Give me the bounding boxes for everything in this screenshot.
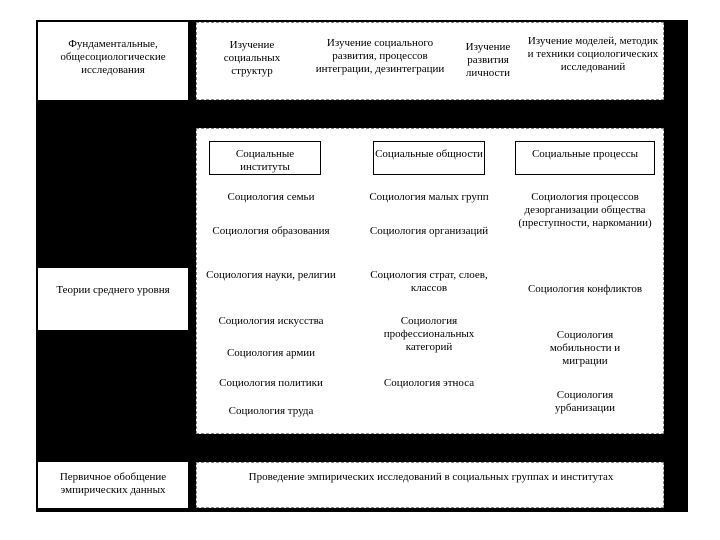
left-box-fundamental <box>38 22 188 100</box>
empirical-row-box <box>196 462 664 508</box>
item-conflicts: Социология конфликтов <box>527 283 643 295</box>
label-empirical: Первичное обобщение эмпирических данных <box>59 471 167 496</box>
item-urbanization: Социология урбанизации <box>554 389 616 414</box>
item-education: Социология образования <box>212 225 330 237</box>
label-fundamental: Фундаментальные, общесоциологические исследования <box>60 38 166 76</box>
item-army: Социология армии <box>226 347 316 359</box>
fundamental-item-personality: Изучение развития личности <box>465 41 511 79</box>
fundamental-row-box <box>196 22 664 100</box>
item-strata: Социология страт, слоев, классов <box>370 269 488 294</box>
header-communities: Социальные общности <box>373 141 485 175</box>
item-ethnos: Социология этноса <box>383 377 475 389</box>
left-box-empirical <box>38 462 188 508</box>
item-small-groups: Социология малых групп <box>369 191 489 203</box>
item-professional: Социология профессиональных категорий <box>383 315 475 353</box>
item-art: Социология искусства <box>218 315 324 327</box>
item-disorganization: Социология процессов дезорганизации общества (преступности, наркомании) <box>518 191 652 229</box>
item-labor: Социология труда <box>228 405 314 417</box>
empirical-text: Проведение эмпирических исследований в социальных группах и институтах <box>248 471 614 483</box>
fundamental-item-structures: Изучение социальных структур <box>223 39 281 77</box>
label-middle: Теории среднего уровня <box>56 284 170 296</box>
item-organizations: Социология организаций <box>369 225 489 237</box>
header-processes: Социальные процессы <box>515 141 655 175</box>
item-family: Социология семьи <box>227 191 315 203</box>
item-science-religion: Социология науки, религии <box>206 269 336 281</box>
fundamental-item-methods: Изучение моделей, методик и техники социологических исследований <box>527 35 659 73</box>
header-institutions: Социальные институты <box>209 141 321 175</box>
middle-theories-box <box>196 128 664 434</box>
item-politics: Социология политики <box>219 377 323 389</box>
left-box-middle <box>38 268 188 330</box>
item-mobility: Социология мобильности и миграции <box>549 329 621 367</box>
fundamental-item-development: Изучение социального развития, процессов интеграции, дезинтеграции <box>315 37 445 75</box>
